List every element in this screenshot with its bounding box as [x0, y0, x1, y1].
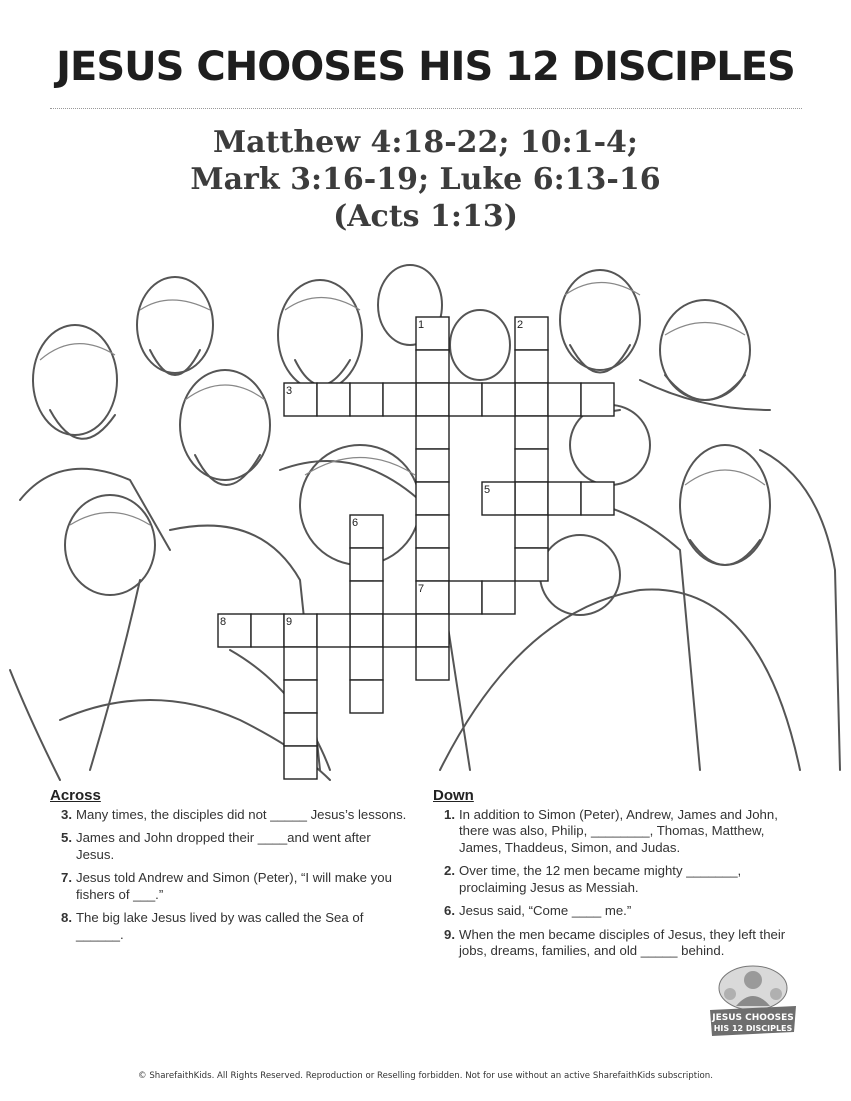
crossword-cell[interactable] — [251, 614, 284, 647]
clue-number-label: 6 — [352, 517, 359, 529]
reference-line-2: Mark 3:16-19; Luke 6:13-16 — [190, 162, 661, 197]
crossword-cell[interactable] — [284, 746, 317, 779]
crossword-cell[interactable] — [515, 449, 548, 482]
page-title: JESUS CHOOSES HIS 12 DISCIPLES — [56, 44, 795, 90]
crossword-cell[interactable] — [350, 515, 383, 548]
crossword-cell[interactable] — [482, 581, 515, 614]
crossword-cell[interactable] — [416, 482, 449, 515]
clue-across-5: 5. James and John dropped their ____and went after Jesus. — [61, 830, 371, 862]
reference-line-1: Matthew 4:18-22; 10:1-4; — [212, 125, 639, 160]
crossword-cell[interactable] — [350, 614, 383, 647]
crossword-cell[interactable] — [515, 383, 548, 416]
crossword-cell[interactable] — [284, 647, 317, 680]
crossword-cell[interactable] — [383, 383, 416, 416]
crossword-cell[interactable] — [515, 482, 548, 515]
down-heading: Down — [433, 787, 474, 804]
crossword-cell[interactable] — [218, 614, 251, 647]
lesson-badge — [706, 960, 800, 1042]
crossword-cell[interactable] — [284, 383, 317, 416]
clue-number-label: 1 — [418, 319, 425, 331]
clue-number-label: 9 — [286, 616, 293, 628]
clue-down-6: 6. Jesus said, “Come ____ me.” — [444, 903, 632, 918]
clue-number-label: 8 — [220, 616, 227, 628]
crossword-cell[interactable] — [350, 548, 383, 581]
crossword-cell[interactable] — [449, 581, 482, 614]
clue-across-7: 7. Jesus told Andrew and Simon (Peter), “I will make you fishers of ___.” — [61, 870, 392, 902]
crossword-cell[interactable] — [350, 383, 383, 416]
crossword-cell[interactable] — [416, 350, 449, 383]
across-clues — [50, 788, 410, 950]
crossword-cell[interactable] — [416, 614, 449, 647]
clue-down-2: 2. Over time, the 12 men became mighty _______, proclaiming Jesus as Messiah. — [444, 863, 742, 895]
clue-down-9: 9. When the men became disciples of Jesus, they left their jobs, dreams, families, and old _____ behind. — [444, 926, 786, 958]
crossword-cell[interactable] — [284, 614, 317, 647]
crossword-cell[interactable] — [548, 482, 581, 515]
clue-number-label: 7 — [418, 583, 425, 595]
crossword-cell[interactable] — [515, 416, 548, 449]
crossword-cell[interactable] — [284, 713, 317, 746]
crossword-cell[interactable] — [482, 383, 515, 416]
badge-line-1: JESUS CHOOSES — [712, 1013, 794, 1023]
crossword-cell[interactable] — [284, 680, 317, 713]
crossword-cell[interactable] — [317, 614, 350, 647]
crossword-cell[interactable] — [416, 317, 449, 350]
crossword-cell[interactable] — [416, 581, 449, 614]
clue-number-label: 5 — [484, 484, 491, 496]
crossword-cell[interactable] — [416, 548, 449, 581]
crossword-cell[interactable] — [581, 482, 614, 515]
crossword-cell[interactable] — [317, 383, 350, 416]
crossword-cell[interactable] — [416, 449, 449, 482]
copyright-footer: © SharefaithKids. All Rights Reserved. Reproduction or Reselling forbidden. Not for use without an active SharefaithKids subscription. — [138, 1071, 713, 1081]
crossword-cell[interactable] — [515, 317, 548, 350]
crossword-cell[interactable] — [383, 614, 416, 647]
crossword-cell[interactable] — [515, 515, 548, 548]
crossword-cell[interactable] — [515, 350, 548, 383]
crossword-cell[interactable] — [416, 647, 449, 680]
down-clues — [433, 788, 793, 967]
clue-number-label: 2 — [517, 319, 524, 331]
crossword-cell[interactable] — [581, 383, 614, 416]
crossword-cell[interactable] — [482, 482, 515, 515]
crossword-cell[interactable] — [449, 383, 482, 416]
crossword-cell[interactable] — [416, 383, 449, 416]
clue-across-8: 8. The big lake Jesus lived by was called the Sea of ______. — [61, 910, 364, 942]
crossword-cell[interactable] — [416, 515, 449, 548]
crossword-cell[interactable] — [350, 581, 383, 614]
crossword-cell[interactable] — [416, 416, 449, 449]
badge-line-2: HIS 12 DISCIPLES — [713, 1024, 793, 1033]
crossword-cell[interactable] — [515, 548, 548, 581]
scripture-references — [0, 124, 851, 235]
crossword-cell[interactable] — [350, 647, 383, 680]
clue-down-1: 1. In addition to Simon (Peter), Andrew, James and John, there was also, Philip, ________, Thomas, Matthew, James, Thaddeus, Simon, and Judas. — [444, 806, 778, 855]
title-divider — [50, 108, 802, 109]
crossword-cell[interactable] — [548, 383, 581, 416]
crossword-cell[interactable] — [350, 680, 383, 713]
reference-line-3: (Acts 1:13) — [333, 199, 518, 234]
across-heading: Across — [50, 787, 101, 804]
clue-across-3: 3. Many times, the disciples did not _____ Jesus’s lessons. — [61, 806, 407, 822]
clue-number-label: 3 — [286, 385, 293, 397]
